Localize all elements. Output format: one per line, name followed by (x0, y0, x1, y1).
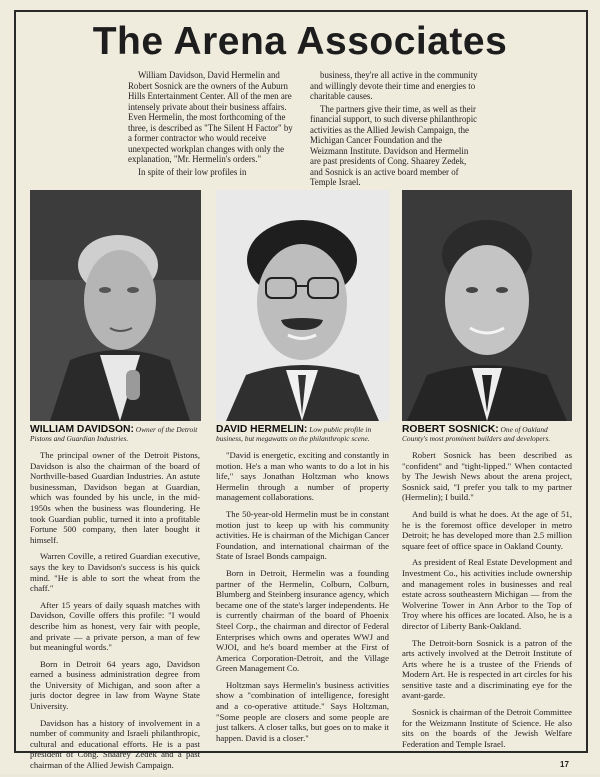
caption-description: Low public profile in business, but megawatts on the philanthropic scene. (216, 425, 372, 443)
body-paragraph: The 50-year-old Hermelin must be in constant motion just to keep up with his community activities. He is chairman of the Michigan Cancer Foundation, and international chairman of the State of Israel Bonds campaign. (216, 508, 389, 562)
body-paragraph: As president of Real Estate Development and Investment Co., his activities include ownership and management roles in businesses and real estate across southeastern Michigan — from the Wolverine Tower in Ann Arbor to the Top of Troy where his offices are located. Also, he is a director of Liberty Bank-Oakland. (402, 557, 572, 631)
body-paragraph: The Detroit-born Sosnick is a patron of the arts actively involved at the Detroit Institute of Arts where he is a trustee of the Friends of Modern Art. He is respected in art circles for his sensitive taste and a discriminating eye for the avant-garde. (402, 637, 572, 701)
intro-paragraph: William Davidson, David Hermelin and Robert Sosnick are the owners of the Auburn Hills Entertainment Center. All of the men are intensely private about their business affairs. Even Hermelin, the most forthcoming of the three, is described as "The Silent H Factor" by a former contractor who would receive unexpected workplan changes with only the explanation, "Mr. Hermelin's orders." (128, 70, 293, 164)
caption-description: One of Oakland County's most prominent builders and developers. (402, 425, 551, 443)
body-paragraph: Holtzman says Hermelin's business activities show a "combination of intelligence, foresight and a co-operative attitude." Says Holtzman, "Some people are closers and some people are just talkers. A closer talks, but goes on to make it happen. David is a closer." (216, 679, 389, 743)
body-paragraph: After 15 years of daily squash matches with Davidson, Coville offers this profile: "I would describe him as honest, very fair with people, and private — a private person, a man of few but meaningful words." (30, 599, 200, 653)
hermelin-photo (216, 190, 389, 421)
body-paragraph: Davidson has a history of involvement in a number of community and Israeli philanthropic, cultural and educational efforts. He is a past president of Cong. Shaarey Zedek and a past chairman of the Allied Jewish Campaign. (30, 717, 200, 771)
sosnick-column (402, 450, 572, 755)
intro-right-column (310, 70, 480, 190)
caption-name: WILLIAM DAVIDSON: (30, 424, 134, 435)
sosnick-caption (402, 426, 574, 443)
caption-description: Owner of the Detroit Pistons and Guardian Industries. (30, 425, 198, 443)
intro-paragraph: business, they're all active in the community and willingly devote their time and energies to charitable causes. (310, 70, 478, 101)
davidson-column (30, 450, 200, 777)
body-paragraph: Born in Detroit 64 years ago, Davidson earned a business administration degree from the University of Michigan, and soon after a juris doctor degree in law from Wayne State University. (30, 658, 200, 712)
hermelin-column (216, 450, 389, 749)
article-title: The Arena Associates (92, 20, 508, 63)
body-paragraph: The principal owner of the Detroit Pistons, Davidson is also the chairman of the board of Northville-based Guardian Industries. An astute businessman, Davidson began at Guardian, which was founded by his uncle, in the mid-1950s when the business was floundering. He took Guardian public, turned it into a profitable Fortune 500 company, then later bought it himself. (30, 450, 200, 545)
intro-paragraph: In spite of their low profiles in (138, 166, 247, 177)
intro-left-column (128, 70, 298, 179)
page-number: 17 (560, 760, 569, 769)
body-paragraph: Sosnick is chairman of the Detroit Committee for the Weizmann Institute of Science. He also sits on the boards of the Jewish Welfare Federation and Temple Israel. (402, 707, 572, 749)
sosnick-photo (402, 190, 572, 421)
body-paragraph: Warren Coville, a retired Guardian executive, says the key to Davidson's success is his quick mind. "He is able to sort the wheat from the chaff." (30, 551, 200, 594)
body-paragraph: Robert Sosnick has been described as "confident" and "tight-lipped." When contacted by The Jewish News about the arena project, Sosnick said, "I prefer you talk to my partner (Hermelin); I build." (402, 450, 572, 503)
body-paragraph: And build is what he does. At the age of 51, he is the foremost office developer in metro Detroit; he has developed more than 2.5 million square feet of office space in Oakland County. (402, 508, 572, 551)
body-paragraph: Born in Detroit, Hermelin was a founding partner of the Hermelin, Colburn, Colburn, Blumberg and Steinberg insurance agency, which became one of the state's larger independents. He is currently chairman of the board of Phoenix Steel Corp., the chairman and director of Federal Enterprises which owns and operates WWJ and WJOI, and he's board member at the First of America Corporation-Detroit, and the Village Green Management Co. (216, 567, 389, 674)
davidson-photo (30, 190, 201, 421)
davidson-caption (30, 426, 202, 443)
intro-paragraph: The partners give their time, as well as their financial support, to such diverse philanthropic activities as the Allied Jewish Campaign, the Michigan Cancer Foundation and the Weizmann Institute. Davidson and Hermelin are past presidents of Cong. Shaarey Zedek, and Sosnick is an active board member of Temple Israel. (310, 103, 478, 187)
caption-name: ROBERT SOSNICK: (402, 424, 499, 435)
body-paragraph: "David is energetic, exciting and constantly in motion. He's a man who wants to do a lot in his life," says Jonathan Holtzman who knows Hermelin through a number of property management collaborations. (216, 450, 389, 503)
caption-name: DAVID HERMELIN: (216, 424, 308, 435)
hermelin-caption (216, 426, 391, 443)
